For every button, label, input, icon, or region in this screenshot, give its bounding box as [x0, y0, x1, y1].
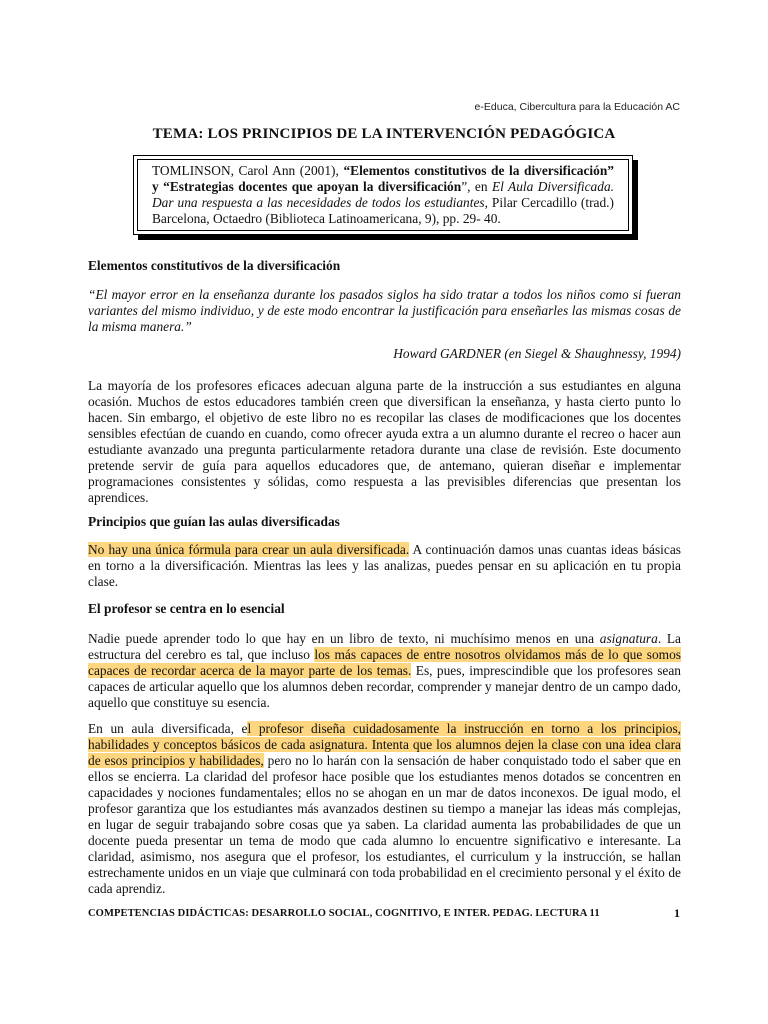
- section2-paragraph: [88, 542, 681, 590]
- section3-heading: El profesor se centra en lo esencial: [88, 601, 285, 616]
- text-span: Nadie puede aprender todo lo que hay en un libro de texto, ni muchísimo menos en una: [88, 631, 600, 646]
- reference-box: [133, 155, 633, 235]
- reference-text: [137, 159, 629, 231]
- section1-heading-wrap: [88, 258, 681, 274]
- epigraph-quote-wrap: [88, 287, 681, 335]
- epigraph-quote: “El mayor error en la enseñanza durante los pasados siglos ha sido tratar a todos los niños como si fueran variantes del mismo individuo, y de este modo encontrar la justificación para enseñarles las mismas cosas de la misma manera.”: [88, 287, 681, 334]
- italic-span: asignatura: [599, 631, 658, 646]
- section2-heading-wrap: [88, 514, 681, 530]
- reference-publisher: , Pilar Cercadillo (trad.) Barcelona, Octaedro (Biblioteca Latinoamericana, 9), pp. 29- 40.: [152, 195, 614, 226]
- epigraph-attribution: Howard GARDNER (en Siegel & Shaughnessy, 1994): [393, 346, 681, 361]
- section2-rest: A continuación damos unas cuantas ideas básicas en torno a la diversificación. Mientras las lees y las analizas, puedes pensar en su aplicación en tu propia clase.: [88, 542, 681, 589]
- text-span: Es, pues, imprescindible que los profesores sean capaces de articular aquello que los alumnos deben recordar, comprender y manejar dentro de un campo dado, aquello que constituye su esencia.: [88, 663, 682, 710]
- text-span: . La estructura del cerebro es tal, que incluso: [88, 631, 681, 662]
- epigraph-attribution-wrap: [88, 346, 681, 362]
- highlighted-text: l profesor diseña cuidadosamente la instrucción en torno a los principios, habilidades y conceptos básicos de cada asignatura. Intenta que los alumnos dejen la clase con una idea clara de esos principios y habilidades,: [88, 721, 682, 768]
- reference-book-title: El Aula Diversificada. Dar una respuesta a las necesidades de todos los estudiantes: [152, 179, 614, 210]
- reference-author: TOMLINSON, Carol Ann (2001),: [152, 163, 344, 178]
- section3-paragraph1-wrap: [88, 631, 681, 711]
- footer-text: COMPETENCIAS DIDÁCTICAS: DESARROLLO SOCIAL, COGNITIVO, E INTER. PEDAG. LECTURA 11: [88, 908, 600, 919]
- reference-work-2: “Estrategias docentes que apoyan la diversificación: [163, 179, 462, 194]
- text-span: pero no lo harán con la sensación de haber conquistado todo el saber que en ellos se encierra. La claridad del profesor hace posible que los estudiantes menos dotados se concentren en capacidades y nociones fundamentales; ellos no se ahogan en un mar de datos inconexos. De igual modo, el profesor garantiza que los estudiantes más avanzados destinen su tiempo a manejar las ideas más complejas, en lugar de seguir trabajando sobre cosas que ya saben. La claridad aumenta las probabilidades de que un docente pueda presentar un tema de modo que cada alumno lo encuentre significativo e interesante. La claridad, asimismo, nos asegura que el profesor, los estudiantes, el curriculum y la instrucción, se hallan estrechamente unidos en un viaje que culminará con toda probabilidad en el crecimiento personal y el éxito de cada aprendiz.: [88, 753, 681, 896]
- section3-paragraph2: [88, 721, 681, 897]
- section3-paragraph2-wrap: [88, 721, 681, 897]
- page-title: TEMA: LOS PRINCIPIOS DE LA INTERVENCIÓN PEDAGÓGICA: [152, 126, 616, 142]
- highlighted-text: los más capaces de entre nosotros olvidamos más de lo que somos capaces de recordar acerca de la mayor parte de los temas.: [88, 647, 681, 678]
- section2-paragraph-wrap: [88, 542, 681, 590]
- reference-after-works: ”, en: [461, 179, 492, 194]
- text-span: En un aula diversificada, e: [88, 721, 248, 736]
- reference-connector: y: [152, 179, 164, 194]
- page-number: 1: [674, 906, 680, 920]
- reference-work-1: “Elementos constitutivos de la diversificación”: [343, 163, 614, 178]
- section2-heading: Principios que guían las aulas diversificadas: [88, 514, 340, 529]
- section3-paragraph1: [88, 631, 681, 711]
- header-organization: e-Educa, Cibercultura para la Educación AC: [474, 101, 680, 113]
- section1-paragraph-wrap: [88, 378, 681, 506]
- section1-paragraph: La mayoría de los profesores eficaces adecuan alguna parte de la instrucción a sus estudiantes en alguna ocasión. Muchos de estos educadores también creen que diversifican la enseñanza, y hasta cierto punto lo hacen. Sin embargo, el objetivo de este libro no es recopilar las clases de modificaciones que los docentes sensibles efectúan de cuando en cuando, como ofrecer ayuda extra a un alumno durante el recreo o hacer aun estudiante avanzado una pregunta particularmente retadora durante una clase de revisión. Este documento pretende servir de guía para aquellos educadores que, de antemano, quieran diseñar e implementar programaciones consistentes y sólidas, como respuesta a las previsibles diferencias que presentan los aprendices.: [88, 378, 681, 505]
- section3-heading-wrap: [88, 601, 681, 617]
- highlighted-text: No hay una única fórmula para crear un aula diversificada.: [88, 542, 410, 557]
- section1-heading: Elementos constitutivos de la diversificación: [88, 258, 341, 273]
